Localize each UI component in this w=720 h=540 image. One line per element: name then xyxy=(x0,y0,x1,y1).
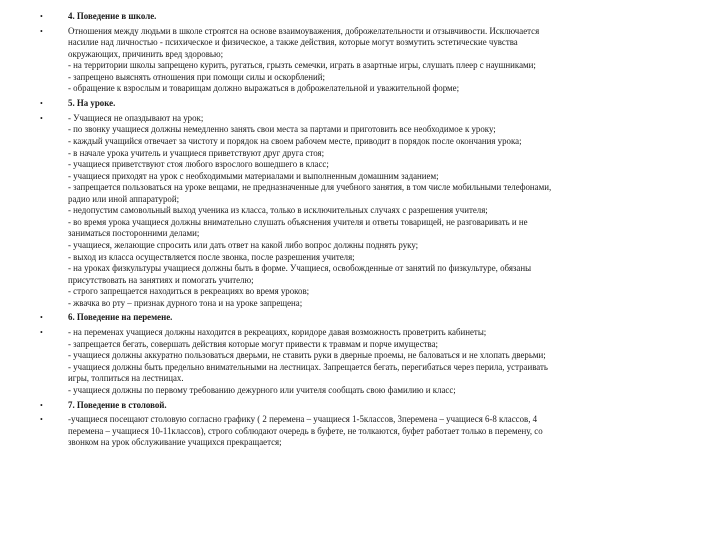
text-line: - обращение к взрослым и товарищам должно выражаться в доброжелательной и уважительной форме; xyxy=(68,83,460,94)
bullet-icon: • xyxy=(40,415,43,425)
text-line: - запрещено выяснять отношения при помощи силы и оскорблений; xyxy=(68,71,325,82)
text-line: заниматься посторонними делами; xyxy=(68,228,200,239)
text-line: - выход из класса осуществляется после звонка, после разрешения учителя; xyxy=(68,251,355,262)
text-line: - недопустим самовольный выход ученика из класса, только в исключительных случаях с разрешения учителя; xyxy=(68,205,488,216)
text-line: присутствовать на занятиях и помогать учителю; xyxy=(68,274,254,285)
text-line: - учащиеся должны аккуратно пользоваться дверьми, не ставить руки в дверные проемы, не баловаться и не хлопать дверьми; xyxy=(68,350,546,361)
text-line: радио или иной аппаратурой; xyxy=(68,193,180,204)
section-heading: 4. Поведение в школе. xyxy=(68,11,157,21)
section-heading: 6. Поведение на перемене. xyxy=(68,312,173,323)
text-line: - в начале урока учитель и учащиеся приветствуют друг друга стоя; xyxy=(68,147,325,158)
text-line: окружающих, причинить вред здоровью; xyxy=(68,48,224,59)
section-heading: 5. На уроке. xyxy=(68,98,116,109)
text-line: перемена – учащиеся 10-11классов), строго соблюдают очередь в буфете, не толкаются, буфет работает только в перемену, со xyxy=(68,425,543,436)
bullet-icon: • xyxy=(40,113,43,123)
text-line: - каждый учащийся отвечает за чистоту и порядок на своем рабочем месте, приводит в порядок после окончания урока; xyxy=(68,136,522,147)
text-line: - запрещается бегать, совершать действия которые могут привести к травмам и порче имущества; xyxy=(68,338,438,349)
rule-paragraph-item xyxy=(40,414,698,449)
section-heading-item xyxy=(40,400,698,412)
text-line: игры, толпиться на лестницах. xyxy=(68,373,184,384)
bullet-icon: • xyxy=(40,12,43,21)
text-line: - на территории школы запрещено курить, ругаться, грызть семечки, играть в азартные игры, слушать плеер с наушниками; xyxy=(68,60,536,71)
text-line: Отношения между людьми в школе строятся на основе взаимоуважения, доброжелательности и отзывчивости. Исключается xyxy=(68,25,540,36)
text-line: - Учащиеся не опаздывают на урок; xyxy=(68,112,204,123)
section-heading: 7. Поведение в столовой. xyxy=(68,399,167,410)
text-line: - запрещается пользоваться на уроке вещами, не предназначенные для учебного занятия, в том числе мобильными телефонами, xyxy=(68,182,552,193)
bullet-icon: • xyxy=(40,313,43,323)
text-line: - учащиеся приветствуют стоя любого взрослого вошедшего в класс; xyxy=(68,159,329,170)
text-line: - учащиеся приходят на урок с необходимыми материалами и выполненным домашним заданием; xyxy=(68,170,439,181)
rule-paragraph-item xyxy=(40,26,698,95)
section-heading-item xyxy=(40,98,698,110)
text-line: - по звонку учащиеся должны немедленно занять свои места за партами и приготовить все необходимое к уроку; xyxy=(68,124,496,135)
text-line: - учащиеся должны по первому требованию дежурного или учителя сообщать свою фамилию и класс; xyxy=(68,384,456,395)
text-line: - на переменах учащиеся должны находится в рекреациях, коридоре давая возможность проветрить кабинеты; xyxy=(68,327,487,338)
section-heading-item xyxy=(40,312,698,324)
text-line: - строго запрещается находиться в рекреациях во время уроков; xyxy=(68,286,310,297)
text-line: - жвачка во рту – признак дурного тона и на уроке запрещена; xyxy=(68,297,303,308)
text-line: насилие над личностью - психическое и физическое, а также действия, которые могут возмутить эстетические чувства xyxy=(68,37,518,48)
bullet-icon: • xyxy=(40,328,43,338)
rules-list xyxy=(40,11,698,449)
text-line: - учащиеся, желающие спросить или дать ответ на какой либо вопрос должны поднять руку; xyxy=(68,239,419,250)
text-line: - во время урока учащиеся должны внимательно слушать объяснения учителя и ответы товарищей, не разговаривать и не xyxy=(68,216,528,227)
text-line: -учащиеся посещают столовую согласно графику ( 2 перемена – учащиеся 1-5классов, 3перемена – учащиеся 6-8 классов, 4 xyxy=(68,414,538,425)
text-line: - на уроках физкультуры учащиеся должны быть в форме. Учащиеся, освобожденные от занятий по физкультуре, обязаны xyxy=(68,263,532,274)
text-line: - учащиеся должны быть предельно внимательными на лестницах. Запрещается бегать, перегибаться через перила, устраивать xyxy=(68,361,548,372)
bullet-icon: • xyxy=(40,400,43,410)
bullet-icon: • xyxy=(40,26,43,36)
bullet-icon: • xyxy=(40,99,43,109)
text-line: звонком на урок обслуживание учащихся прекращается; xyxy=(68,437,282,448)
rule-paragraph-item xyxy=(40,113,698,309)
rule-paragraph-item xyxy=(40,327,698,396)
section-heading-item xyxy=(40,11,698,23)
